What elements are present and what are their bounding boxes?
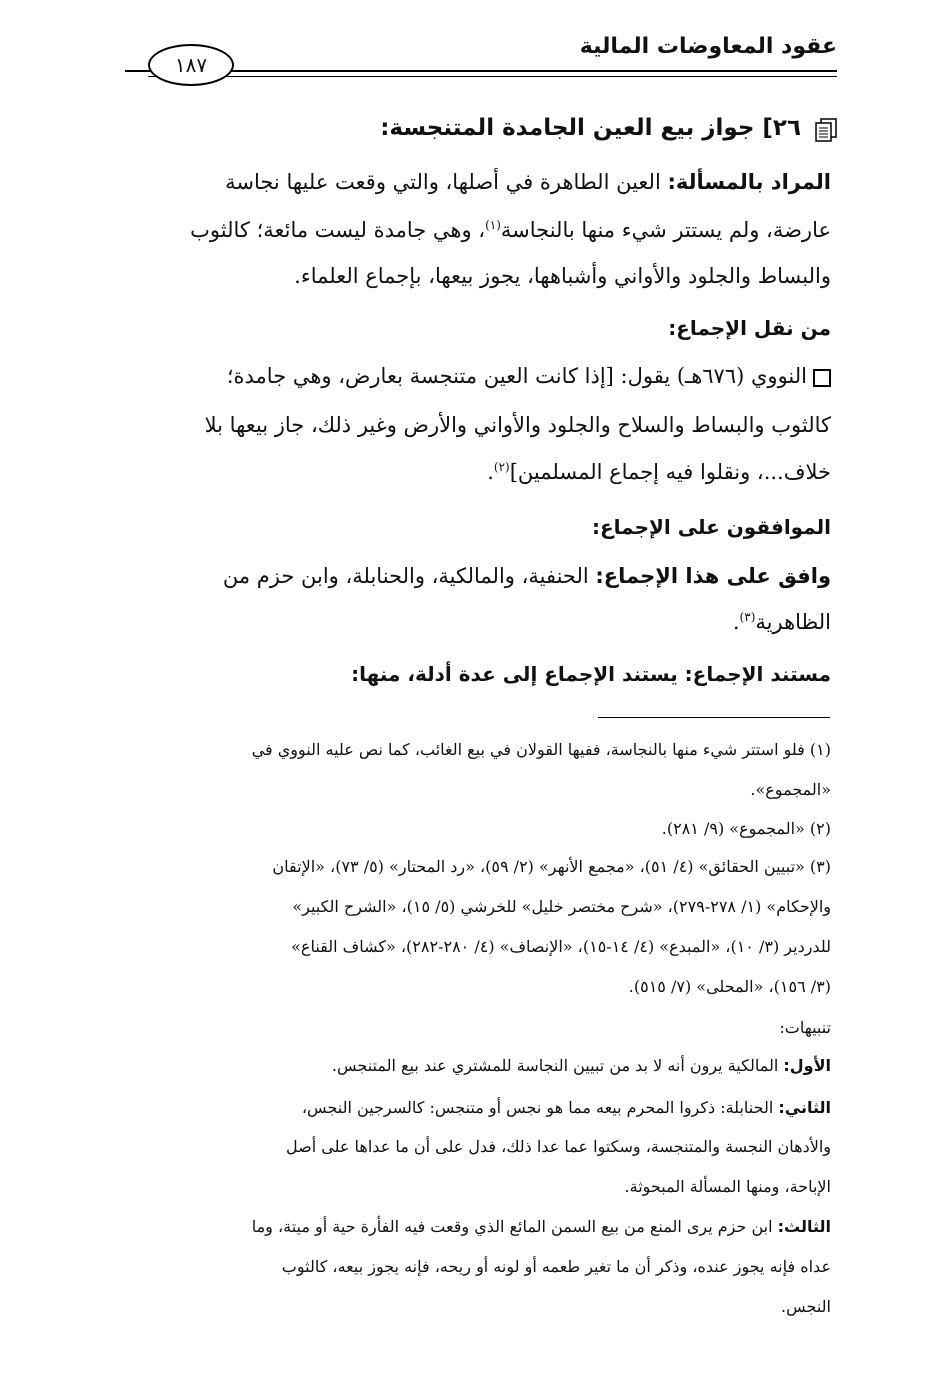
note-second-label: الثاني: — [778, 1098, 831, 1117]
note-second-line-1 — [125, 1098, 831, 1117]
footnote-1-line-2: «المجموع». — [750, 780, 831, 799]
footnote-2: (٢) «المجموع» (٩/ ٢٨١). — [661, 819, 831, 838]
note-second-line-3: الإباحة، ومنها المسألة المبحوثة. — [624, 1177, 831, 1196]
footnote-3-line-2: والإحكام» (١/ ٢٧٨-٢٧٩)، «شرح مختصر خليل» للخرشي (٥/ ١٥)، «الشرح الكبير» — [292, 897, 831, 916]
note-first-label: الأول: — [783, 1056, 831, 1075]
transmitters-heading: من نقل الإجماع: — [668, 316, 831, 340]
meaning-label: المراد بالمسألة: — [667, 170, 831, 194]
meaning-text-2a: عارضة، ولم يستتر شيء منها بالنجاسة — [500, 218, 831, 242]
quote-line-3 — [125, 460, 831, 484]
footnote-1-line-1: (١) فلو استتر شيء منها بالنجاسة، ففيها القولان في بيع الغائب، كما نص عليه النووي في — [251, 740, 831, 759]
meaning-text-1: العين الطاهرة في أصلها، والتي وقعت عليها نجاسة — [225, 170, 661, 194]
quote-line-2: كالثوب والبساط والسلاح والجلود والأواني والأرض وغير ذلك، جاز بيعها بلا — [204, 413, 831, 437]
document-stack-icon — [815, 118, 837, 142]
agreeing-line-1 — [125, 564, 831, 588]
footnote-ref-2[interactable]: (٢) — [493, 460, 510, 474]
quote-text-3b: . — [487, 460, 494, 484]
page-number-badge: ١٨٧ — [148, 44, 234, 86]
footnote-3-line-1: (٣) «تبيين الحقائق» (٤/ ٥١)، «مجمع الأنهر» (٢/ ٥٩)، «رد المحتار» (٥/ ٧٣)، «الإتقان — [272, 857, 831, 876]
meaning-line-2 — [125, 218, 831, 242]
agreeing-line-2 — [125, 610, 831, 634]
notes-title: تنبيهات: — [779, 1018, 831, 1037]
footnote-ref-3[interactable]: (٣) — [739, 610, 756, 624]
note-second-line-2: والأدهان النجسة والمتنجسة، وسكتوا عما عدا ذلك، فدل على أن ما عداها على أصل — [286, 1137, 831, 1156]
agreeing-heading: الموافقون على الإجماع: — [592, 515, 831, 539]
footnote-ref-1[interactable]: (١) — [485, 218, 501, 232]
note-third-line-3: النجس. — [781, 1297, 831, 1316]
meaning-line-3: والبساط والجلود والأواني وأشباهها، يجوز بيعها، بإجماع العلماء. — [294, 264, 831, 288]
quote-line-1 — [125, 364, 831, 388]
running-header-title: عقود المعاوضات المالية — [579, 34, 837, 59]
quote-text-3a: خلاف...، ونقلوا فيه إجماع المسلمين] — [509, 460, 831, 484]
agreeing-text-1: الحنفية، والمالكية، والحنابلة، وابن حزم من — [222, 564, 589, 588]
note-third-text-1: ابن حزم يرى المنع من بيع السمن المائع الذي وقعت فيه الفأرة حية أو ميتة، وما — [251, 1217, 773, 1236]
footnote-separator — [598, 717, 830, 718]
note-third-label: الثالث: — [777, 1217, 831, 1236]
section-heading: ٢٦] جواز بيع العين الجامدة المتنجسة: — [380, 115, 801, 141]
basis-heading: مستند الإجماع: يستند الإجماع إلى عدة أدلة، منها: — [351, 662, 831, 686]
note-first — [125, 1056, 831, 1075]
note-first-text: المالكية يرون أنه لا بد من تبيين النجاسة للمشتري عند بيع المتنجس. — [331, 1056, 779, 1075]
header-rule-thin — [148, 76, 837, 77]
footnote-3-line-3: للدردير (٣/ ١٠)، «المبدع» (٤/ ١٤-١٥)، «الإنصاف» (٤/ ٢٨٠-٢٨٢)، «كشاف القناع» — [291, 937, 831, 956]
meaning-text-2b: ، وهي جامدة ليست مائعة؛ كالثوب — [190, 218, 486, 242]
note-second-text-1: الحنابلة: ذكروا المحرم بيعه مما هو نجس أو متنجس: كالسرجين النجس، — [301, 1098, 774, 1117]
meaning-line-1 — [125, 170, 831, 194]
note-third-line-2: عداه فإنه يجوز عنده، وذكر أن ما تغير طعمه أو لونه أو ريحه، فإنه يجوز بيعه، كالثوب — [281, 1257, 831, 1276]
agreeing-label: وافق على هذا الإجماع: — [595, 564, 831, 588]
agreeing-text-2a: الظاهرية — [755, 610, 831, 634]
footnote-3-line-4: (٣/ ١٥٦)، «المحلى» (٧/ ٥١٥). — [628, 977, 831, 996]
note-third-line-1 — [125, 1217, 831, 1236]
agreeing-text-2b: . — [732, 610, 740, 634]
square-box-icon — [813, 369, 831, 387]
quote-text-1: النووي (٦٧٦هـ) يقول: [إذا كانت العين متنجسة بعارض، وهي جامدة؛ — [226, 364, 807, 388]
